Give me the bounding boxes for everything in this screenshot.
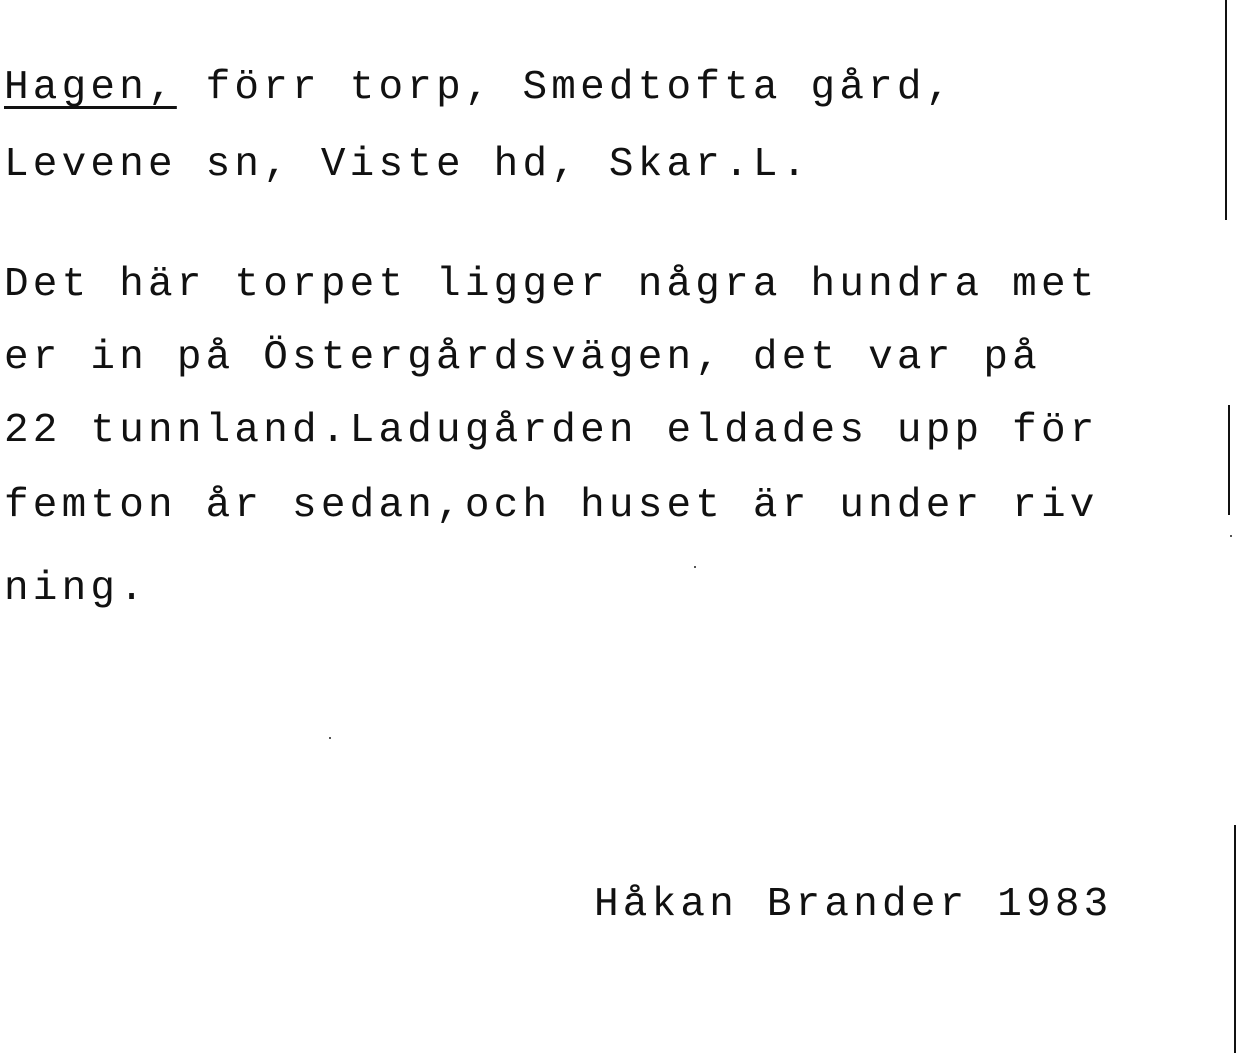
body-line-2: er in på Östergårdsvägen, det var på <box>4 335 1041 381</box>
scan-speck <box>694 566 696 568</box>
scan-edge-line-bottom <box>1234 825 1236 1053</box>
place-name: Hagen, <box>4 65 177 111</box>
scan-edge-line-top <box>1225 0 1227 220</box>
heading-line-1 <box>4 65 955 111</box>
scan-edge-line-middle <box>1228 405 1230 515</box>
scan-speck <box>1230 535 1232 537</box>
scan-speck <box>329 737 331 739</box>
heading-line-1-rest: förr torp, Smedtofta gård, <box>176 65 955 111</box>
body-line-1: Det här torpet ligger några hundra met <box>4 262 1099 308</box>
body-line-5: ning. <box>4 566 149 612</box>
body-line-3: 22 tunnland.Ladugården eldades upp för <box>4 408 1099 454</box>
body-line-4: femton år sedan,och huset är under riv <box>4 483 1099 529</box>
signature: Håkan Brander 1983 <box>594 882 1113 928</box>
heading-line-2: Levene sn, Viste hd, Skar.L. <box>4 142 811 188</box>
